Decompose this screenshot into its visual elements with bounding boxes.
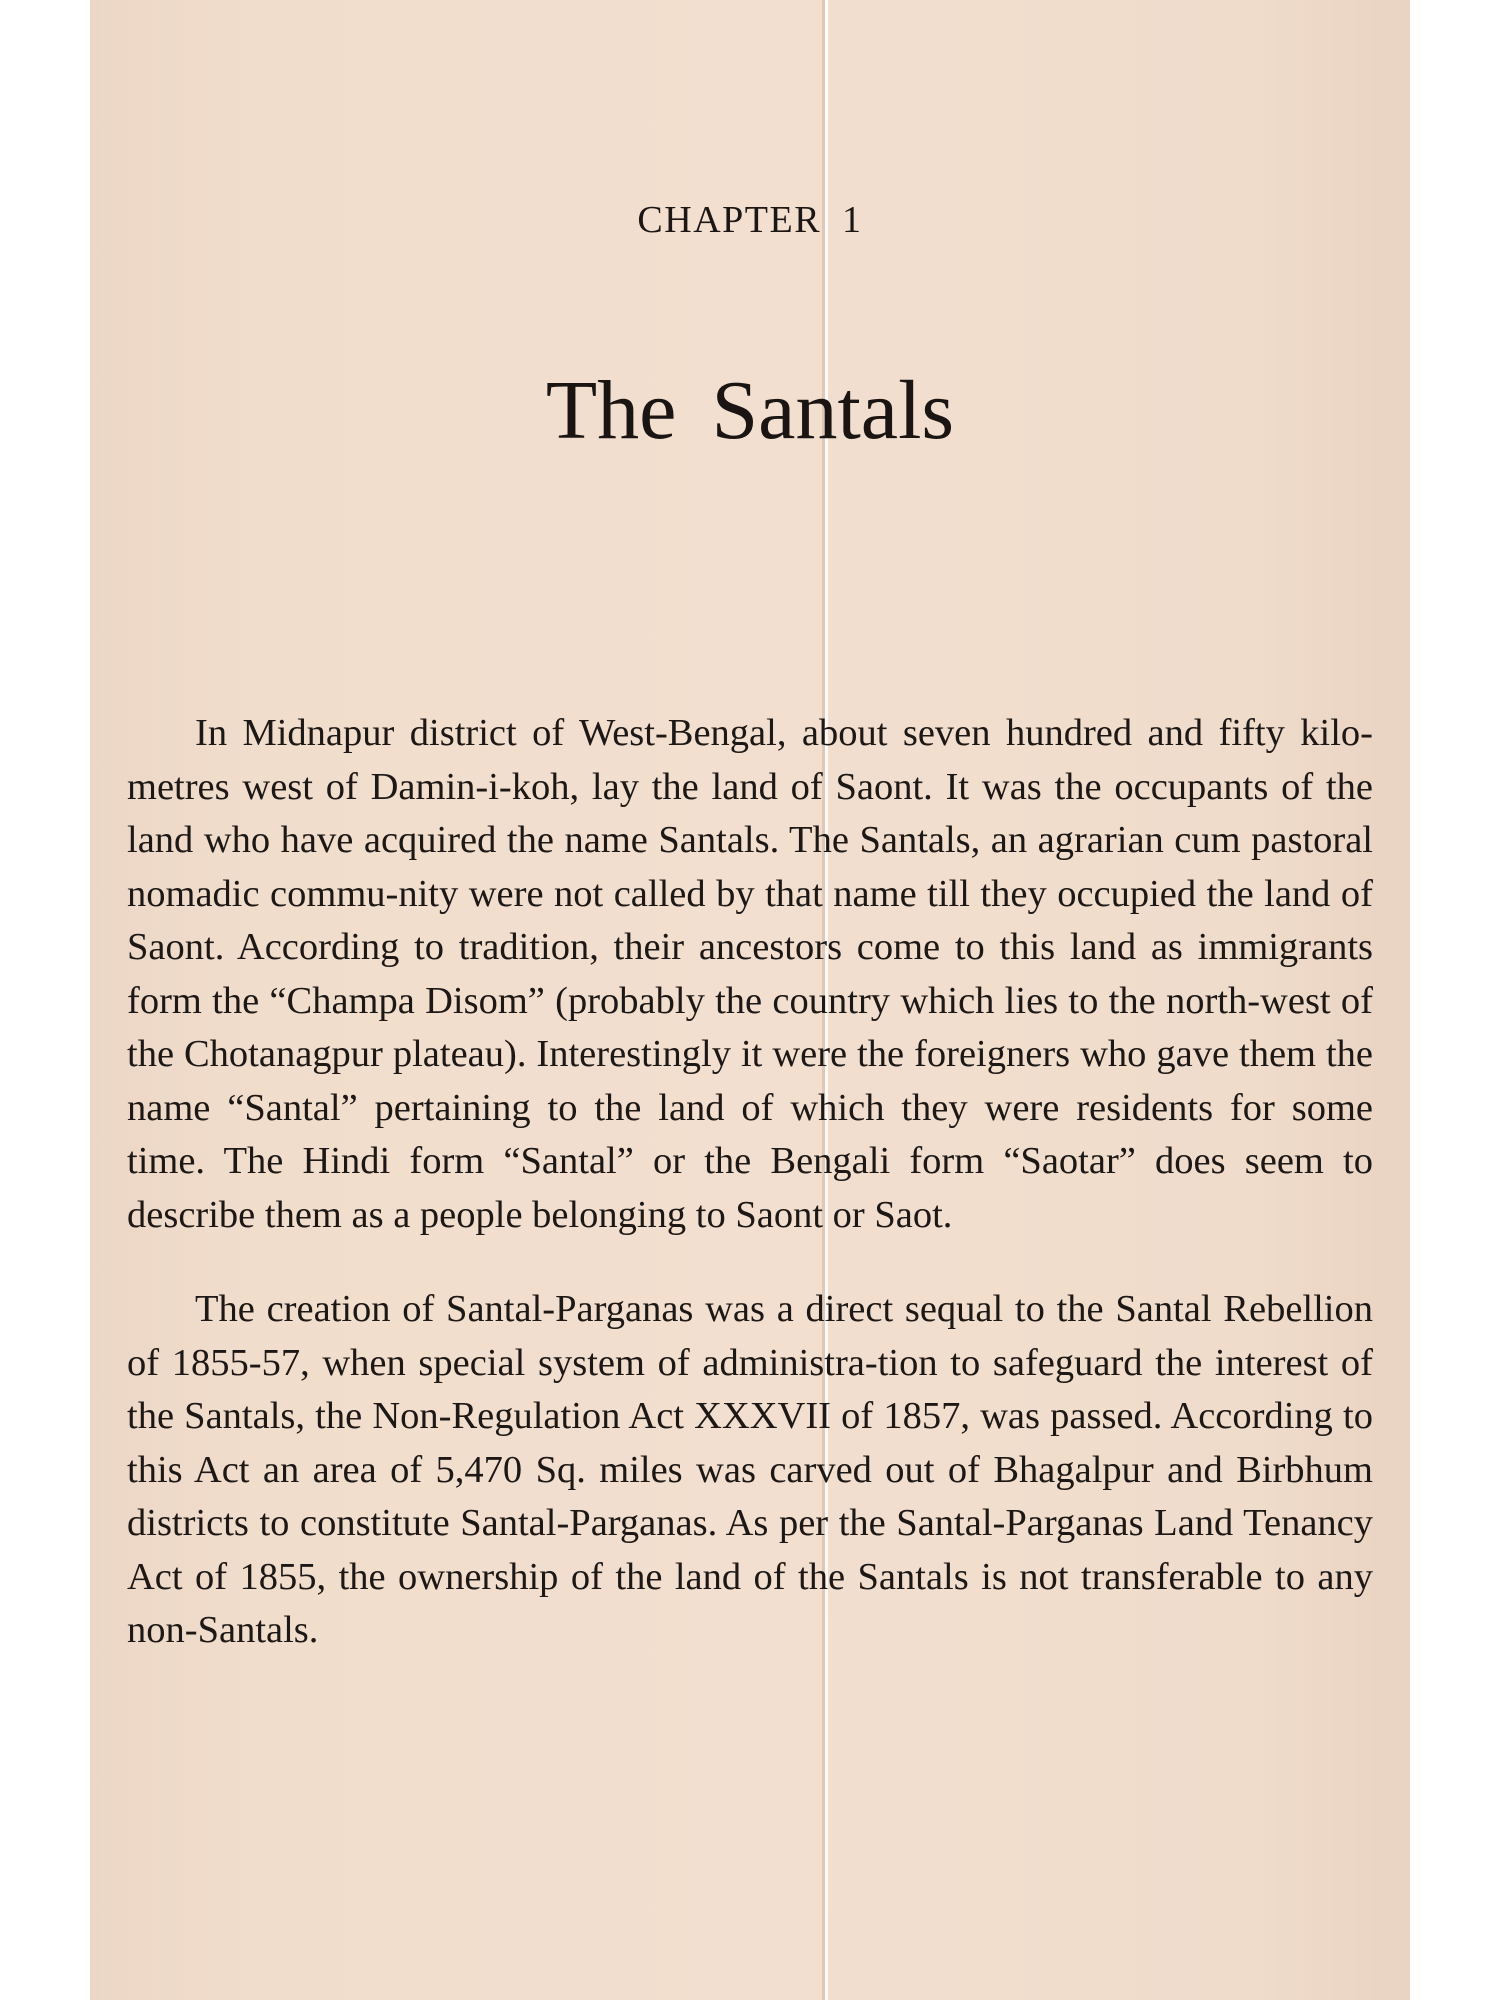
paragraph-saont: In Midnapur district of West-Bengal, about seven hundred and fifty kilo-metres west of Damin-i-koh, lay the land of Saont. It was the occupants of the land who have acquired the name Santals. The Santals, an agrarian cum pastoral nomadic commu-nity were not called by that name till they occupied the land of Saont. According to tradition, their ancestors come to this land as immigrants form the “Champa Disom” (probably the country which lies to the north-west of the Chotanagpur plateau). Interestingly it were the foreigners who gave them the name “Santal” pertaining to the land of which they were residents for some time. The Hindi form “Santal” or the Bengali form “Saotar” does seem to describe them as a people belonging to Saont or Saot. (127, 712, 1373, 1236)
chapter-label: CHAPTER 1 (637, 199, 863, 241)
chapter-body (127, 707, 1373, 1658)
chapter-title: The Santals (545, 364, 955, 457)
paragraph-santal-parganas: The creation of Santal-Parganas was a direct sequal to the Santal Rebellion of 1855-57, when special system of administra-tion to safeguard the interest of the Santals, the Non-Regulation Act XXXVII of 1857, was passed. According to this Act an area of 5,470 Sq. miles was carved out of Bhagalpur and Birbhum districts to constitute Santal-Parganas. As per the Santal-Parganas Land Tenancy Act of 1855, the ownership of the land of the Santals is not transferable to any non-Santals. (127, 1288, 1373, 1651)
